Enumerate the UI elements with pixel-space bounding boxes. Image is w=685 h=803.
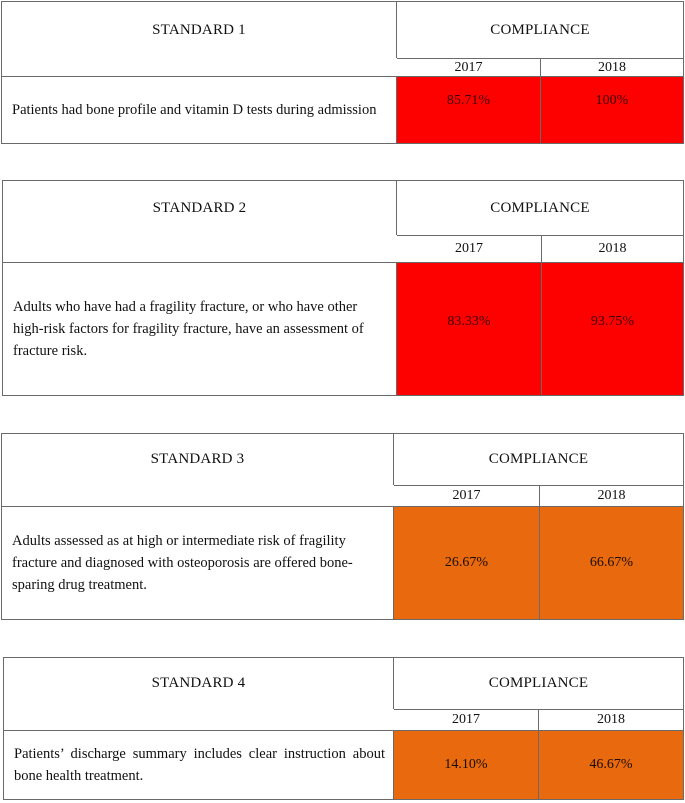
standard-1-table [1, 1, 684, 144]
year-2017-header: 2017 [394, 485, 540, 506]
compliance-2018-value: 100% [541, 76, 683, 143]
standard-description: Adults who have had a fragility fracture, or who have other high-risk factors for fragility fracture, have an assessment of fracture risk. [3, 262, 397, 395]
compliance-2017-value: 85.71% [397, 76, 541, 143]
standard-4-table [3, 657, 684, 800]
compliance-2018-value: 93.75% [542, 262, 683, 395]
standard-description: Adults assessed as at high or intermediate risk of fragility fracture and diagnosed with osteoporosis are offered bone-sparing drug treatment. [2, 506, 394, 619]
compliance-heading: COMPLIANCE [488, 675, 589, 691]
standard-heading: STANDARD 4 [4, 658, 394, 709]
compliance-2017-value: 14.10% [394, 730, 539, 799]
compliance-heading: COMPLIANCE [488, 451, 589, 467]
compliance-heading: COMPLIANCE [490, 199, 590, 216]
compliance-2018-value: 66.67% [540, 506, 683, 619]
year-2018-header: 2018 [540, 485, 683, 506]
year-2017-header: 2017 [397, 235, 542, 262]
year-2018-header: 2018 [541, 58, 683, 76]
standard-heading: STANDARD 1 [2, 2, 397, 58]
standard-2-table [2, 180, 684, 396]
year-2018-header: 2018 [539, 709, 683, 730]
standard-description: Patients’ discharge summary includes clear instruction about bone health treatment. [4, 730, 394, 799]
compliance-2017-value: 83.33% [397, 262, 542, 395]
year-2018-header: 2018 [542, 235, 683, 262]
standard-description: Patients had bone profile and vitamin D tests during admission [2, 76, 397, 143]
compliance-2017-value: 26.67% [394, 506, 540, 619]
year-2017-header: 2017 [397, 58, 541, 76]
standard-heading: STANDARD 2 [3, 181, 397, 235]
compliance-heading: COMPLIANCE [490, 21, 590, 38]
year-2017-header: 2017 [394, 709, 539, 730]
standard-3-table [1, 433, 684, 620]
standard-heading: STANDARD 3 [2, 434, 394, 485]
compliance-2018-value: 46.67% [539, 730, 683, 799]
